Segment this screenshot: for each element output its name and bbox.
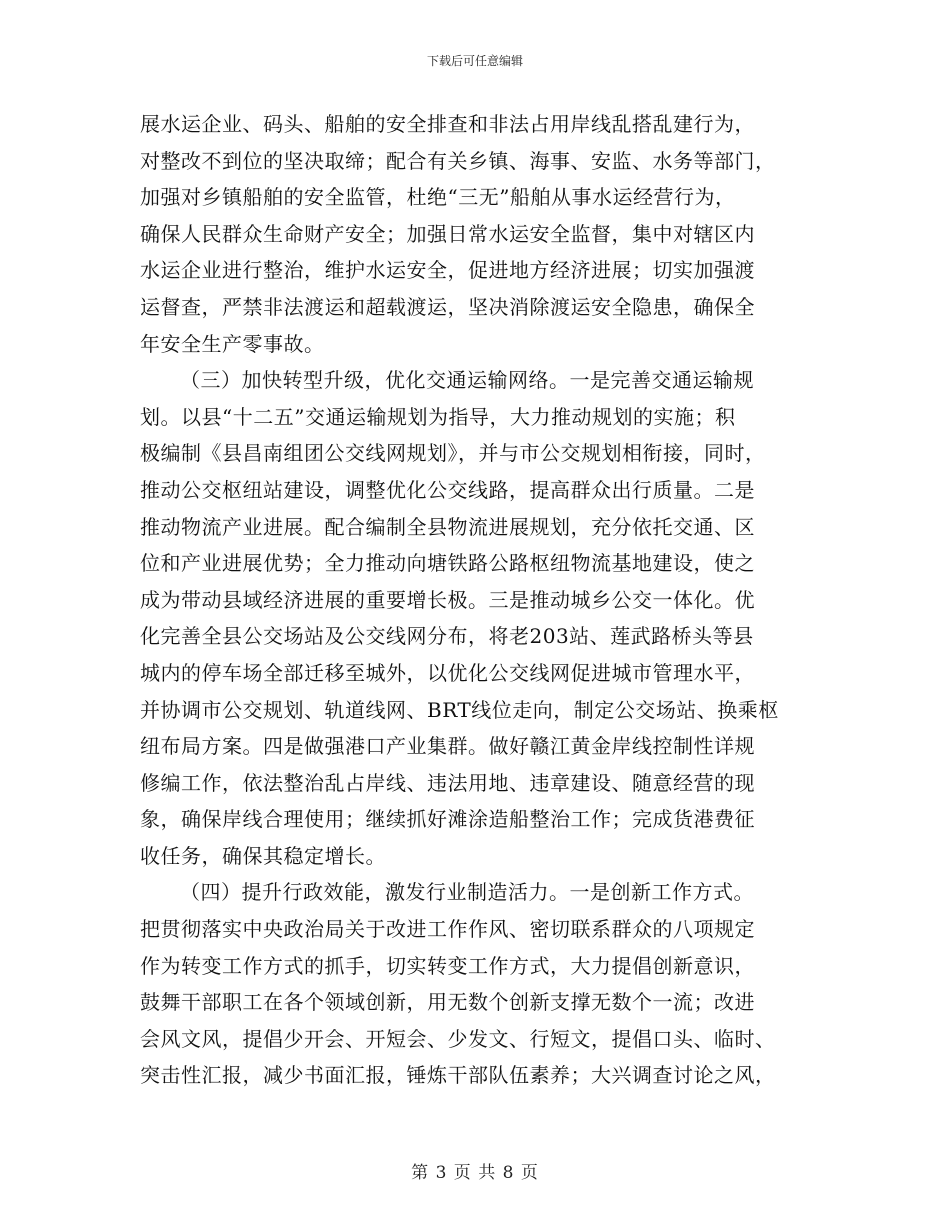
text-line: 推动物流产业进展。配合编制全县物流进展规划，充分依托交通、区	[140, 514, 755, 539]
text-line: 收任务，确保其稳定增长。	[140, 843, 386, 868]
page-footer: 第 3 页 共 8 页	[411, 1163, 539, 1183]
text-line: 运督查，严禁非法渡运和超载渡运，坚决消除渡运安全隐患，确保全	[140, 294, 755, 319]
text-line: 推动公交枢纽站建设，调整优化公交线路，提高群众出行质量。二是	[140, 477, 755, 502]
text-line: 确保人民群众生命财产安全；加强日常水运安全监督，集中对辖区内	[140, 221, 755, 246]
text-line: 并协调市公交规划、轨道线网、BRT线位走向，制定公交场站、换乘枢	[140, 697, 779, 722]
text-line: 极编制《县昌南组团公交线网规划》，并与市公交规划相衔接，同时，	[140, 441, 766, 466]
text-line: 作为转变工作方式的抓手，切实转变工作方式，大力提倡创新意识，	[140, 953, 755, 978]
text-line: 成为带动县域经济进展的重要增长极。三是推动城乡公交一体化。优	[140, 587, 755, 612]
text-line: 年安全生产零事故。	[140, 331, 325, 356]
text-line: 水运企业进行整治，维护水运安全，促进地方经济进展；切实加强渡	[140, 258, 755, 283]
text-line: 城内的停车场全部迁移至城外，以优化公交线网促进城市管理水平，	[140, 660, 755, 685]
text-line: 展水运企业、码头、船舶的安全排查和非法占用岸线乱搭乱建行为，	[140, 112, 755, 136]
text-line: 象，确保岸线合理使用；继续抓好滩涂造船整治工作；完成货港费征	[140, 807, 755, 832]
text-line: 突击性汇报，减少书面汇报，锤炼干部队伍素养；大兴调查讨论之风，	[140, 1063, 776, 1088]
text-line: 位和产业进展优势；全力推动向塘铁路公路枢纽物流基地建设，使之	[140, 551, 755, 576]
text-line: 加强对乡镇船舶的安全监管，杜绝“三无”船舶从事水运经营行为，	[140, 185, 736, 210]
text-line: 会风文风，提倡少开会、开短会、少发文、行短文，提倡口头、临时、	[140, 1026, 776, 1051]
text-line: 纽布局方案。四是做强港口产业集群。做好赣江黄金岸线控制性详规	[140, 734, 755, 759]
page-header: 下载后可任意编辑	[426, 54, 523, 68]
text-line: 把贯彻落实中央政治局关于改进工作作风、密切联系群众的八项规定	[140, 917, 755, 942]
text-line: 鼓舞干部职工在各个领域创新，用无数个创新支撑无数个一流；改进	[140, 990, 755, 1015]
body-text	[140, 106, 810, 1094]
text-line: 修编工作，依法整治乱占岸线、违法用地、违章建设、随意经营的现	[140, 770, 755, 795]
text-line: 划。以县“十二五”交通运输规划为指导，大力推动规划的实施；积	[140, 404, 736, 429]
paragraph-start-line: （四）提升行政效能，激发行业制造活力。一是创新工作方式。	[180, 880, 754, 905]
paragraph-start-line: （三）加快转型升级，优化交通运输网络。一是完善交通运输规	[180, 368, 754, 393]
text-line: 对整改不到位的坚决取缔；配合有关乡镇、海事、安监、水务等部门，	[140, 148, 776, 173]
text-line: 化完善全县公交场站及公交线网分布，将老203站、莲武路桥头等县	[140, 624, 754, 649]
